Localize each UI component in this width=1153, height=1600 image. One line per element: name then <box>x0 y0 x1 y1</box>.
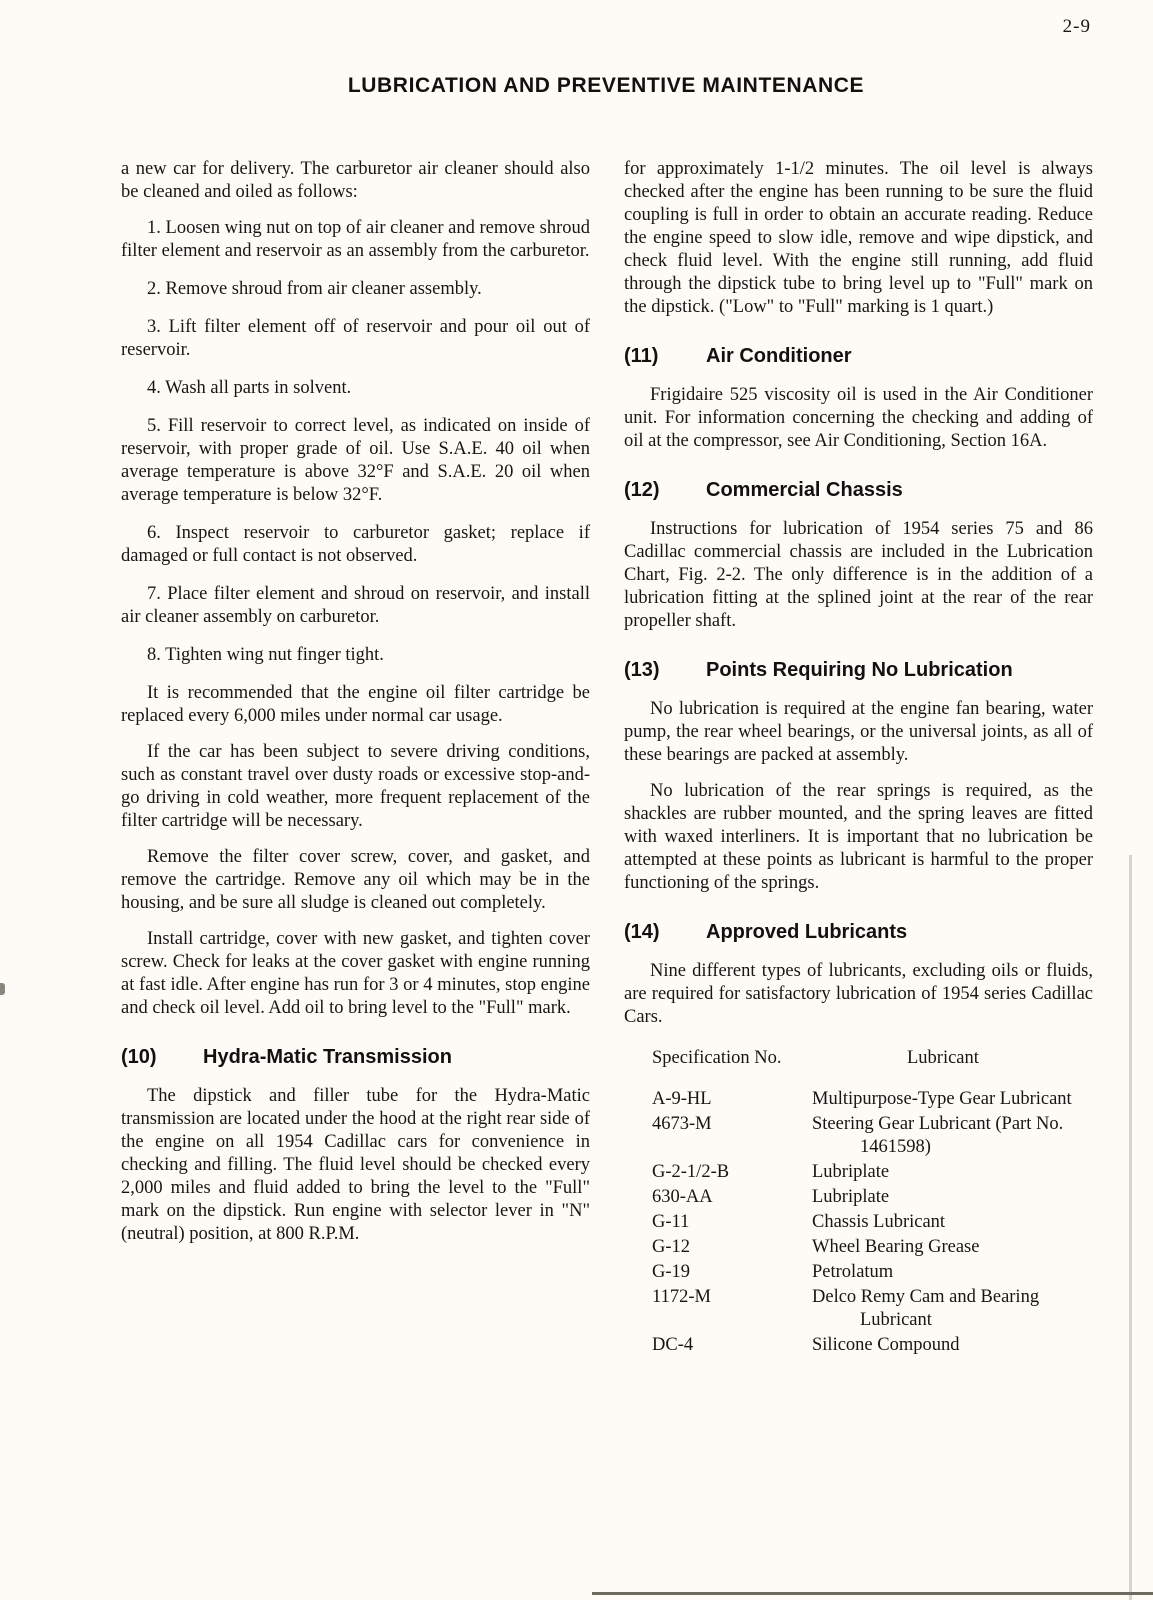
paragraph-severe-driving: If the car has been subject to severe driving conditions, such as constant travel over dusty roads or excessive stop-and-go driving in cold weather, more frequent replacement of the filter cartridge will be necessary. <box>121 742 590 831</box>
page-title: LUBRICATION AND PREVENTIVE MAINTENANCE <box>347 74 865 97</box>
table-row <box>624 1236 1093 1259</box>
paragraph-hydramatic: The dipstick and filler tube for the Hydra-Matic transmission are located under the hood at the right rear side of the engine on all 1954 Cadillac cars for convenience in checking and filling. The fluid level should be checked every 2,000 miles and fluid added to bring the level to the "Full" mark on the dipstick. Run engine with selector lever in "N" (neutral) position, at 800 R.P.M. <box>121 1086 590 1244</box>
step-item-3: 3. Lift filter element off of reservoir and pour oil out of reservoir. <box>121 317 590 360</box>
section-heading-13 <box>624 659 1093 682</box>
scan-artifact <box>592 1592 1153 1595</box>
section-number: (13) <box>624 659 660 681</box>
lubricant-name: Multipurpose-Type Gear Lubricant <box>812 1089 1072 1109</box>
lubricant-name: Silicone Compound <box>812 1335 960 1355</box>
section-title: Commercial Chassis <box>706 479 903 501</box>
section-heading-12 <box>624 479 1093 502</box>
intro-paragraph: a new car for delivery. The carburetor air cleaner should also be cleaned and oiled as follows: <box>121 159 590 202</box>
page-number: 2-9 <box>1062 16 1091 37</box>
paragraph-approved-lubricants: Nine different types of lubricants, excluding oils or fluids, are required for satisfactory lubrication of 1954 series Cadillac Cars. <box>624 961 1093 1027</box>
lubricant-table <box>624 1047 1093 1357</box>
spec-number: 4673-M <box>652 1114 712 1134</box>
lubricant-name: Delco Remy Cam and Bearing Lubricant <box>812 1287 1040 1330</box>
table-row <box>624 1161 1093 1184</box>
paragraph-no-lube-bearings: No lubrication is required at the engine fan bearing, water pump, the rear wheel bearings, or the universal joints, as all of these bearings are packed at assembly. <box>624 699 1093 765</box>
table-row <box>624 1334 1093 1357</box>
paragraph-oil-filter: It is recommended that the engine oil filter cartridge be replaced every 6,000 miles under normal car usage. <box>121 683 590 726</box>
right-column <box>624 158 1093 1359</box>
table-row <box>624 1113 1093 1159</box>
lubricant-name: Wheel Bearing Grease <box>812 1237 980 1257</box>
spec-number: G-11 <box>652 1212 690 1232</box>
spec-number: 1172-M <box>652 1287 711 1307</box>
column-header-lubricant: Lubricant <box>907 1048 979 1068</box>
step-item-2: 2. Remove shroud from air cleaner assembly. <box>147 279 482 299</box>
step-item-7: 7. Place filter element and shroud on reservoir, and install air cleaner assembly on carburetor. <box>121 584 590 627</box>
section-heading-11 <box>624 345 1093 368</box>
spec-number: A-9-HL <box>652 1089 712 1109</box>
spec-number: DC-4 <box>652 1335 694 1355</box>
step-item-1: 1. Loosen wing nut on top of air cleaner and remove shroud filter element and reservoir as an assembly from the carburetor. <box>121 218 590 261</box>
step-item-5: 5. Fill reservoir to correct level, as indicated on inside of reservoir, with proper grade of oil. Use S.A.E. 40 oil when average temperature is above 32°F and S.A.E. 20 oil when average temperature is below 32°F. <box>121 416 590 505</box>
scan-artifact <box>0 983 5 995</box>
table-row <box>624 1261 1093 1284</box>
table-row <box>624 1211 1093 1234</box>
step-item-6: 6. Inspect reservoir to carburetor gasket; replace if damaged or full contact is not observed. <box>121 523 590 566</box>
lubricant-name: Petrolatum <box>812 1262 894 1282</box>
spec-number: 630-AA <box>652 1187 713 1207</box>
section-heading-10 <box>121 1046 590 1069</box>
lubricant-name: Chassis Lubricant <box>812 1212 946 1232</box>
scan-artifact <box>1129 855 1132 1600</box>
section-heading-14 <box>624 921 1093 944</box>
table-header-row <box>624 1047 1093 1070</box>
two-column-layout <box>121 158 1093 1359</box>
section-title: Hydra-Matic Transmission <box>203 1046 452 1068</box>
step-item-4: 4. Wash all parts in solvent. <box>147 378 352 398</box>
table-row <box>624 1186 1093 1209</box>
continuation-paragraph: for approximately 1-1/2 minutes. The oil level is always checked after the engine has been running to be sure the fluid coupling is full in order to obtain an accurate reading. Reduce the engine speed to slow idle, remove and wipe dipstick, and check fluid level. With the engine still running, add fluid through the dipstick tube to bring level up to "Full" mark on the dipstick. ("Low" to "Full" marking is 1 quart.) <box>624 159 1093 317</box>
paragraph-remove-cartridge: Remove the filter cover screw, cover, and gasket, and remove the cartridge. Remove any oil which may be in the housing, and be sure all sludge is cleaned out completely. <box>121 847 590 913</box>
section-title: Points Requiring No Lubrication <box>706 659 1013 681</box>
spec-number: G-2-1/2-B <box>652 1162 730 1182</box>
left-column <box>121 158 590 1359</box>
lubricant-name: Lubriplate <box>812 1162 890 1182</box>
lubricant-name: Lubriplate <box>812 1187 890 1207</box>
section-number: (14) <box>624 921 660 943</box>
paragraph-commercial-chassis: Instructions for lubrication of 1954 series 75 and 86 Cadillac commercial chassis are included in the Lubrication Chart, Fig. 2-2. The only difference is in the addition of a lubrication fitting at the splined joint at the rear of the rear propeller shaft. <box>624 519 1093 631</box>
spec-number: G-12 <box>652 1237 691 1257</box>
section-number: (12) <box>624 479 660 501</box>
section-number: (10) <box>121 1046 157 1068</box>
paragraph-air-conditioner: Frigidaire 525 viscosity oil is used in the Air Conditioner unit. For information concerning the checking and adding of oil at the compressor, see Air Conditioning, Section 16A. <box>624 385 1093 451</box>
section-title: Air Conditioner <box>706 345 852 367</box>
section-number: (11) <box>624 345 659 367</box>
paragraph-install-cartridge: Install cartridge, cover with new gasket, and tighten cover screw. Check for leaks at the cover gasket with engine running at fast idle. After engine has run for 3 or 4 minutes, stop engine and check oil level. Add oil to bring level to the "Full" mark. <box>121 929 590 1018</box>
spec-number: G-19 <box>652 1262 691 1282</box>
table-row <box>624 1088 1093 1111</box>
paragraph-no-lube-springs: No lubrication of the rear springs is required, as the shackles are rubber mounted, and the spring leaves are fitted with waxed interliners. It is important that no lubrication be attempted at these points as lubricant is harmful to the proper functioning of the springs. <box>624 781 1093 893</box>
section-title: Approved Lubricants <box>706 921 908 943</box>
column-header-spec: Specification No. <box>652 1048 782 1068</box>
lubricant-name: Steering Gear Lubricant (Part No. 1461598) <box>812 1114 1064 1157</box>
table-row <box>624 1286 1093 1332</box>
step-item-8: 8. Tighten wing nut finger tight. <box>147 645 384 665</box>
